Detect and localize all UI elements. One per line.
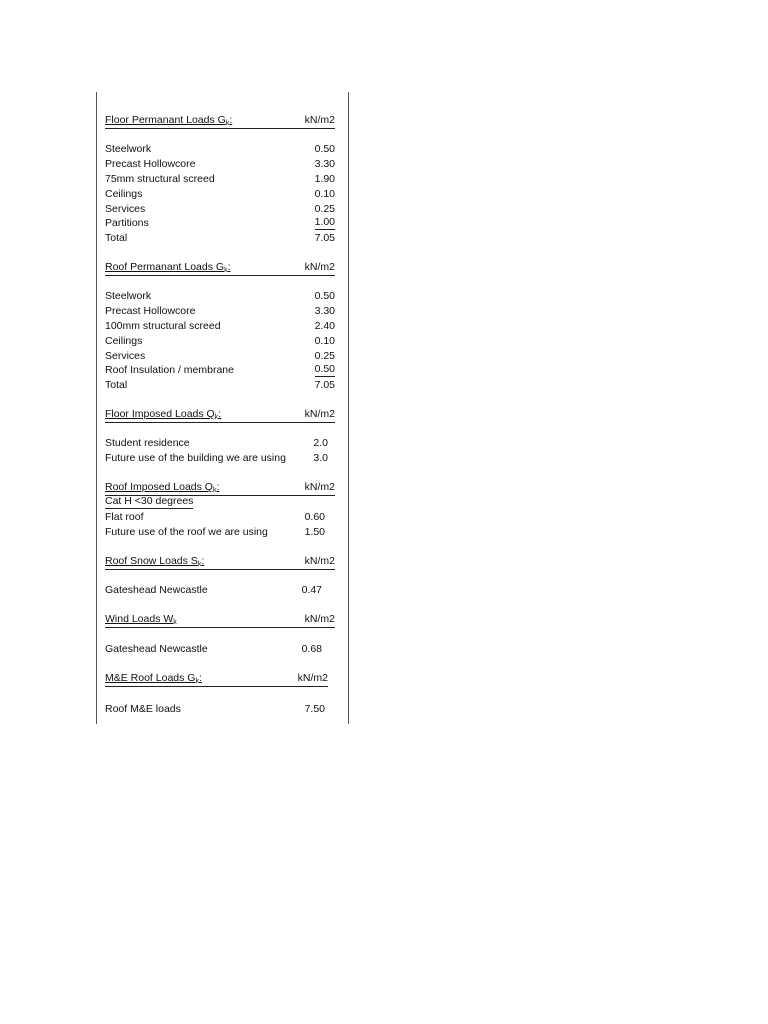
row-label: Ceilings (105, 188, 143, 200)
row-label: Precast Hollowcore (105, 158, 196, 170)
table-row (105, 142, 335, 157)
row-label: Roof M&E loads (105, 703, 181, 715)
row-label: Student residence (105, 437, 190, 449)
row-value: 2.0 (313, 437, 328, 449)
section-header-wind (105, 612, 335, 628)
row-value: 0.10 (314, 188, 335, 200)
row-value: 0.25 (314, 350, 335, 362)
section-title-suffix: : (229, 114, 233, 126)
section-title-suffix: : (218, 408, 222, 420)
section-title-suffix: : (227, 261, 231, 273)
row-label: Precast Hollowcore (105, 305, 196, 317)
row-label: 100mm structural screed (105, 320, 221, 332)
row-label: Services (105, 350, 146, 362)
section-title: Floor Permanant Loads G (105, 114, 226, 126)
row-label: Roof Insulation / membrane (105, 364, 234, 376)
row-value: 0.25 (314, 203, 335, 215)
unit-label: kN/m2 (304, 555, 335, 567)
table-row (105, 187, 335, 202)
section-title-subscript: k (225, 120, 230, 127)
unit-label: kN/m2 (304, 408, 335, 420)
row-value: 7.05 (314, 232, 335, 244)
unit-label: kN/m2 (304, 481, 335, 493)
table-row (105, 349, 335, 364)
section-title: Wind Loads W (105, 613, 174, 625)
row-label: Total (105, 232, 128, 244)
table-row (105, 363, 335, 378)
table-row (105, 583, 335, 598)
row-label: Steelwork (105, 143, 152, 155)
section-title-subscript: k (224, 267, 228, 274)
table-row (105, 702, 335, 717)
left-margin-rule (96, 92, 97, 724)
section-title-subscript: k (195, 678, 199, 685)
table-row (105, 642, 335, 657)
table-row (105, 510, 335, 525)
table-row (105, 172, 335, 187)
section-header-roof-permanent (105, 260, 335, 276)
table-row (105, 304, 335, 319)
row-value: 0.10 (314, 335, 335, 347)
row-label: Flat roof (105, 511, 144, 523)
section-header-me-roof (105, 671, 328, 687)
row-value: 3.30 (314, 305, 335, 317)
table-row (105, 319, 335, 334)
section-title-subscript: k (214, 414, 219, 421)
row-label: Ceilings (105, 335, 143, 347)
total-row (105, 378, 335, 393)
section-header-roof-imposed (105, 480, 335, 496)
table-row (105, 451, 335, 466)
section-title: Roof Imposed Loads Q (105, 481, 213, 493)
row-label: 75mm structural screed (105, 173, 215, 185)
row-value: 0.50 (314, 290, 335, 302)
row-label: Total (105, 379, 128, 391)
unit-label: kN/m2 (304, 114, 335, 126)
category-row (105, 495, 335, 510)
category-label: Cat H <30 degrees (105, 495, 194, 507)
row-value: 2.40 (314, 320, 335, 332)
section-title-suffix: : (198, 672, 202, 684)
row-value: 1.00 (314, 216, 335, 228)
row-value: 3.0 (313, 452, 328, 464)
section-title-suffix: : (216, 481, 220, 493)
section-title-subscript: k (173, 619, 177, 626)
row-value: 0.68 (301, 643, 322, 655)
section-title-suffix: : (201, 555, 205, 567)
section-header-roof-snow (105, 554, 335, 570)
row-value: 0.47 (301, 584, 322, 596)
unit-label: kN/m2 (304, 613, 335, 625)
section-title: Roof Snow Loads S (105, 555, 198, 567)
row-label: Gateshead Newcastle (105, 643, 208, 655)
section-title: Floor Imposed Loads Q (105, 408, 215, 420)
row-value: 1.90 (314, 173, 335, 185)
right-margin-rule (348, 92, 349, 724)
total-row (105, 231, 335, 246)
row-value: 0.50 (314, 363, 335, 375)
row-label: Partitions (105, 217, 149, 229)
table-row (105, 157, 335, 172)
section-title-subscript: k (212, 487, 217, 494)
row-value: 0.60 (304, 511, 325, 523)
section-title: Roof Permanant Loads G (105, 261, 225, 273)
row-label: Steelwork (105, 290, 152, 302)
table-row (105, 525, 335, 540)
table-row (105, 334, 335, 349)
row-label: Future use of the building we are using (105, 452, 286, 464)
row-value: 0.50 (314, 143, 335, 155)
section-title: M&E Roof Loads G (105, 672, 196, 684)
unit-label: kN/m2 (304, 261, 335, 273)
row-label: Future use of the roof we are using (105, 526, 268, 538)
table-row (105, 436, 335, 451)
table-row (105, 289, 335, 304)
row-value: 7.05 (314, 379, 335, 391)
row-value: 1.50 (304, 526, 325, 538)
section-title-subscript: k (197, 561, 202, 568)
row-label: Services (105, 203, 146, 215)
row-value: 7.50 (304, 703, 325, 715)
table-row (105, 202, 335, 217)
row-label: Gateshead Newcastle (105, 584, 208, 596)
unit-label: kN/m2 (297, 672, 328, 684)
section-header-floor-permanent (105, 113, 335, 129)
table-row (105, 216, 335, 231)
row-value: 3.30 (314, 158, 335, 170)
section-header-floor-imposed (105, 407, 335, 423)
